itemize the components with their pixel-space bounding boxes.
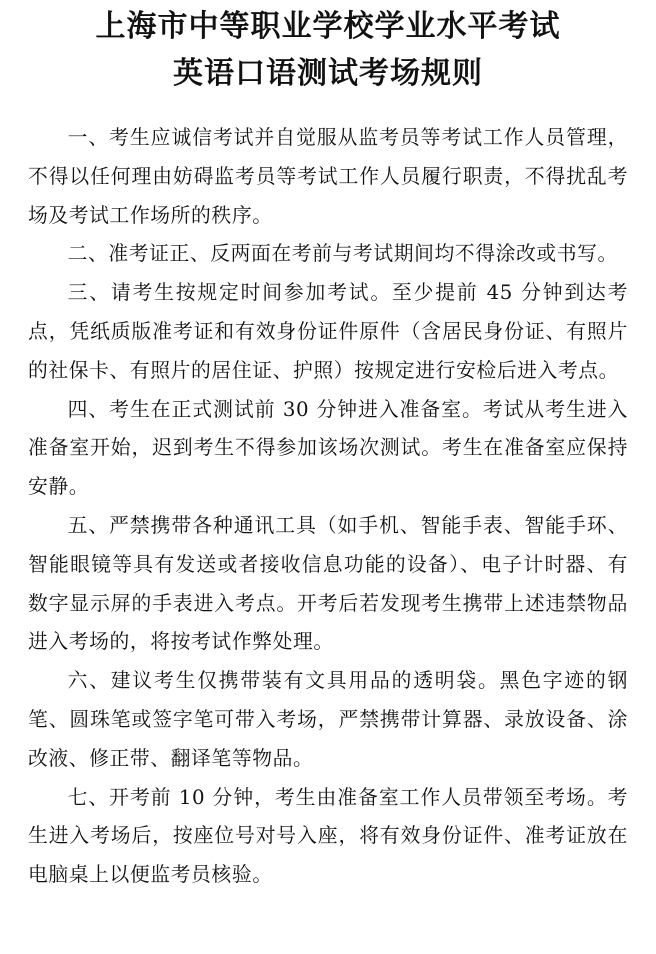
document-title-line-2: 英语口语测试考场规则 <box>173 56 483 91</box>
rule-paragraph-4: 四、考生在正式测试前 30 分钟进入准备室。考试从考生进入准备室开始，迟到考生不得参加该场次测试。考生在准备室应保持安静。 <box>28 397 628 499</box>
rules-body <box>28 119 628 895</box>
rule-paragraph-6: 六、建议考生仅携带装有文具用品的透明袋。黑色字迹的钢笔、圆珠笔或签字笔可带入考场，严禁携带计算器、录放设备、涂改液、修正带、翻译笔等物品。 <box>28 669 628 770</box>
rule-paragraph-7: 七、开考前 10 分钟，考生由准备室工作人员带领至考场。考生进入考场后，按座位号对号入座，将有效身份证件、准考证放在电脑桌上以便监考员核验。 <box>28 785 628 887</box>
rule-paragraph-1: 一、考生应诚信考试并自觉服从监考员等考试工作人员管理，不得以任何理由妨碍监考员等考试工作人员履行职责，不得扰乱考场及考试工作场所的秩序。 <box>28 126 628 227</box>
rule-paragraph-5: 五、严禁携带各种通讯工具（如手机、智能手表、智能手环、智能眼镜等具有发送或者接收信息功能的设备）、电子计时器、有数字显示屏的手表进入考点。开考后若发现考生携带上述违禁物品进入考场的，将按考试作弊处理。 <box>28 513 628 654</box>
rule-paragraph-3: 三、请考生按规定时间参加考试。至少提前 45 分钟到达考点，凭纸质版准考证和有效身份证件原件（含居民身份证、有照片的社保卡、有照片的居住证、护照）按规定进行安检后进入考点。 <box>28 281 628 382</box>
document-title-line-1: 上海市中等职业学校学业水平考试 <box>95 9 561 44</box>
rule-paragraph-2: 二、准考证正、反两面在考前与考试期间均不得涂改或书写。 <box>67 242 618 266</box>
